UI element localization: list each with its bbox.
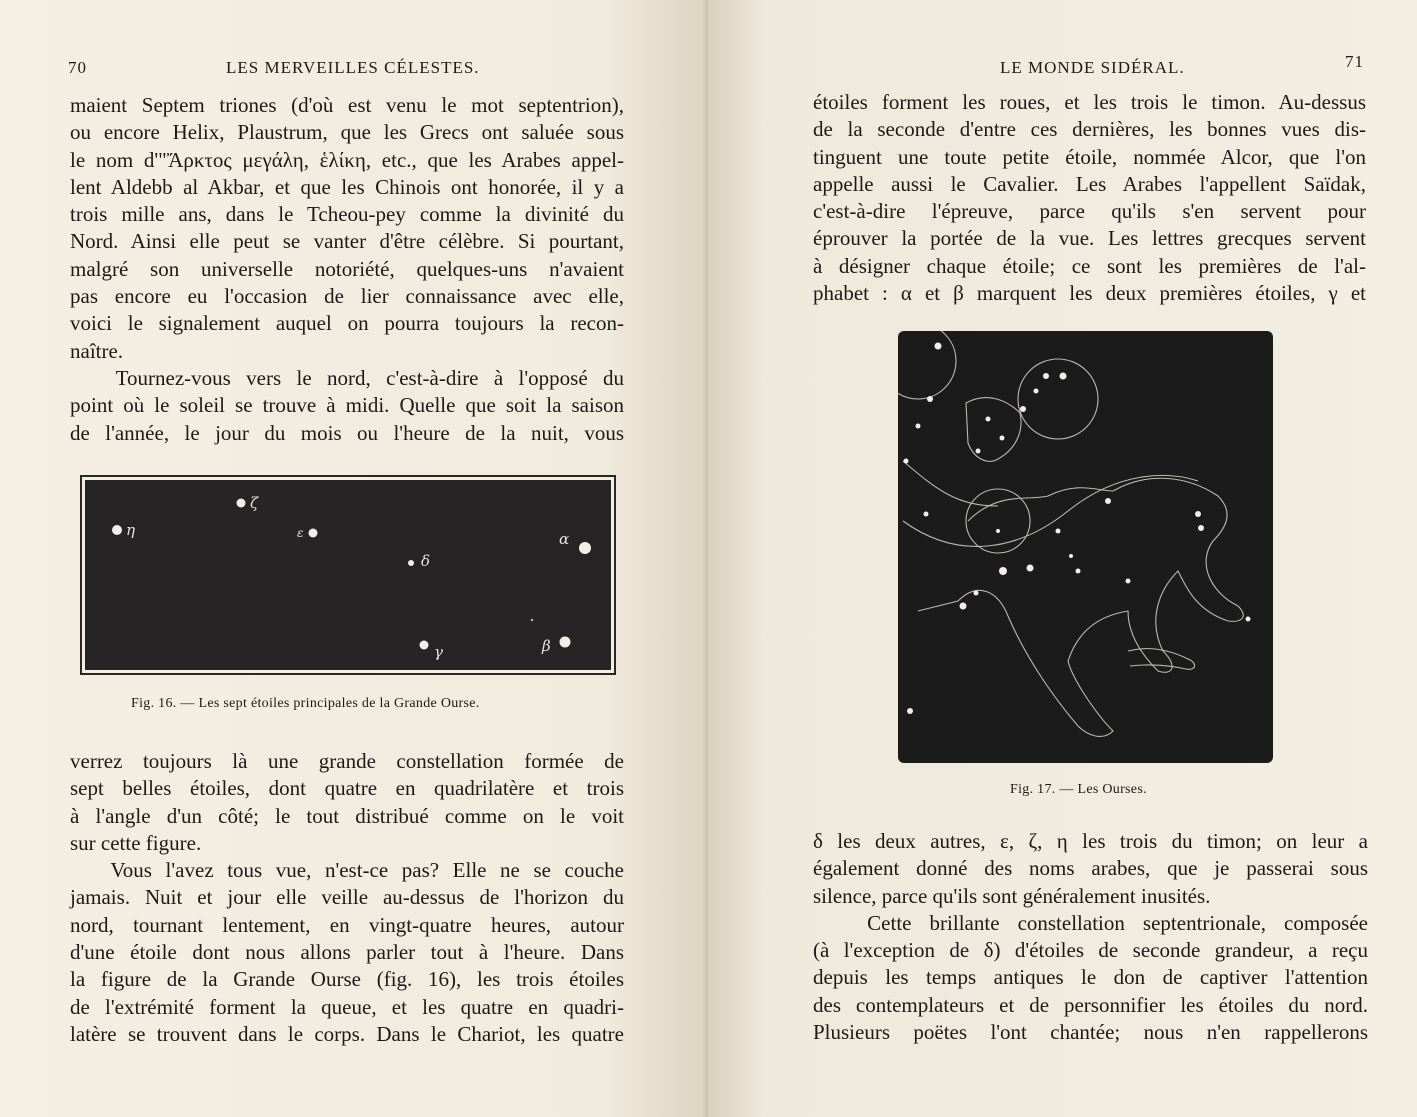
- text-line: depuis les temps antiques le don de captiver l'attention: [813, 965, 1368, 990]
- star-label-zeta: ζ: [250, 494, 259, 512]
- text-line: ou encore Helix, Plaustrum, que les Grecs ont saluée sous: [70, 120, 624, 145]
- right-page: [708, 0, 1417, 1117]
- text-line: malgré son universelle notoriété, quelques-uns n'avaient: [70, 256, 624, 281]
- text-line: silence, parce qu'ils sont généralement inusités.: [813, 883, 1211, 908]
- text-line: sur cette figure.: [70, 830, 202, 855]
- text-line: c'est-à-dire l'épreuve, parce qu'ils s'en servent pour: [813, 199, 1366, 224]
- text-line: pas encore eu l'occasion de lier connaissance avec elle,: [70, 284, 624, 309]
- star-label-alpha: α: [559, 530, 570, 548]
- left-bottom-text: [70, 748, 624, 1048]
- star-zeta: [237, 499, 246, 508]
- figure-16-caption: Fig. 16. — Les sept étoiles principales de la Grande Ourse.: [131, 696, 480, 711]
- text-line: point où le soleil se trouve à midi. Quelle que soit la saison: [70, 393, 624, 418]
- text-line: appelle aussi le Cavalier. Les Arabes l'appellent Saïdak,: [813, 171, 1366, 196]
- text-line: étoiles forment les roues, et les trois le timon. Au-dessus: [813, 90, 1366, 114]
- text-line: Cette brillante constellation septentrionale, composée: [813, 910, 1368, 935]
- star-beta: [560, 637, 571, 648]
- text-line: le nom d'"Ἄρκτος μεγάλη, ἑλίκη, etc., que les Arabes appel-: [70, 147, 624, 172]
- text-line: verrez toujours là une grande constellation formée de: [70, 749, 624, 773]
- star-eta: [112, 525, 122, 535]
- star-alpha: [579, 542, 591, 554]
- text-line: de l'année, le jour du mois ou l'heure de la nuit, vous: [70, 420, 624, 445]
- page-number-left: 70: [68, 58, 87, 77]
- text-line: éprouver la portée de la vue. Les lettres grecques servent: [813, 226, 1366, 251]
- text-line: phabet : α et β marquent les deux premières étoiles, γ et: [813, 281, 1366, 306]
- text-line: naître.: [70, 338, 124, 363]
- text-line: Plusieurs poëtes l'ont chantée; nous n'en rappellerons: [813, 1020, 1368, 1045]
- text-line: maient Septem triones (d'où est venu le mot septentrion),: [70, 93, 624, 117]
- text-line: δ les deux autres, ε, ζ, η les trois du timon; on leur a: [813, 829, 1368, 853]
- left-page: [0, 0, 708, 1117]
- text-line: nord, tournant lentement, en vingt-quatre heures, autour: [70, 912, 624, 937]
- star-alcor: [531, 619, 533, 621]
- text-line: (à l'exception de δ) d'étoiles de seconde grandeur, a reçu: [813, 938, 1368, 963]
- star-label-delta: δ: [421, 552, 431, 570]
- text-line: Tournez-vous vers le nord, c'est-à-dire à l'opposé du: [70, 365, 624, 390]
- text-line: Vous l'avez tous vue, n'est-ce pas? Elle ne se couche: [70, 858, 624, 883]
- text-line: d'une étoile dont nous allons parler tout à l'heure. Dans: [70, 940, 624, 965]
- text-line: voici le signalement auquel on pourra toujours la recon-: [70, 311, 624, 336]
- ursa-figure: [898, 331, 1273, 763]
- text-line: également donné des noms arabes, que je passerai sous: [813, 856, 1368, 881]
- star-delta: [408, 560, 414, 566]
- text-line: la figure de la Grande Ourse (fig. 16), les trois étoiles: [70, 967, 624, 992]
- text-line: trois mille ans, dans le Tcheou-pey comme la divinité du: [70, 202, 624, 227]
- text-line: de la seconde d'entre ces dernières, les bonnes vues dis-: [813, 117, 1366, 142]
- text-line: tinguent une toute petite étoile, nommée Alcor, que l'on: [813, 144, 1366, 169]
- star-label-epsilon: ε: [297, 526, 304, 540]
- text-line: jamais. Nuit et jour elle veille au-dessus de l'horizon du: [70, 885, 624, 910]
- text-line: à l'angle d'un côté; le tout distribué comme on le voit: [70, 803, 624, 828]
- text-line: Nord. Ainsi elle peut se vanter d'être célèbre. Si pourtant,: [70, 229, 624, 254]
- text-line: lent Aldebb al Akbar, et que les Chinois ont honorée, il y a: [70, 174, 624, 199]
- text-line: de l'extrémité forment la queue, et les quatre en quadri-: [70, 994, 624, 1019]
- left-top-text: [70, 92, 624, 447]
- star-label-beta: β: [542, 637, 551, 655]
- text-line: latère se trouvent dans le corps. Dans le Chariot, les quatre: [70, 1021, 624, 1046]
- star-label-eta: η: [126, 521, 135, 539]
- text-line: des contemplateurs et de personnifier les étoiles du nord.: [813, 992, 1368, 1017]
- running-head-right: LE MONDE SIDÉRAL.: [1000, 58, 1185, 77]
- text-line: sept belles étoiles, dont quatre en quadrilatère et trois: [70, 776, 624, 801]
- page-number-right: 71: [1345, 52, 1364, 71]
- figure-17: [898, 331, 1273, 768]
- star-label-gamma: γ: [434, 643, 443, 661]
- right-top-text: [813, 89, 1366, 307]
- running-head-left: LES MERVEILLES CÉLESTES.: [226, 58, 480, 77]
- text-line: à désigner chaque étoile; ce sont les premières de l'al-: [813, 253, 1366, 278]
- right-bottom-text: [813, 828, 1368, 1046]
- figure-17-caption: Fig. 17. — Les Ourses.: [1010, 782, 1147, 797]
- star-gamma: [420, 641, 429, 650]
- star-epsilon: [309, 529, 318, 538]
- big-dipper-figure: [80, 475, 616, 675]
- figure-16: [80, 475, 616, 680]
